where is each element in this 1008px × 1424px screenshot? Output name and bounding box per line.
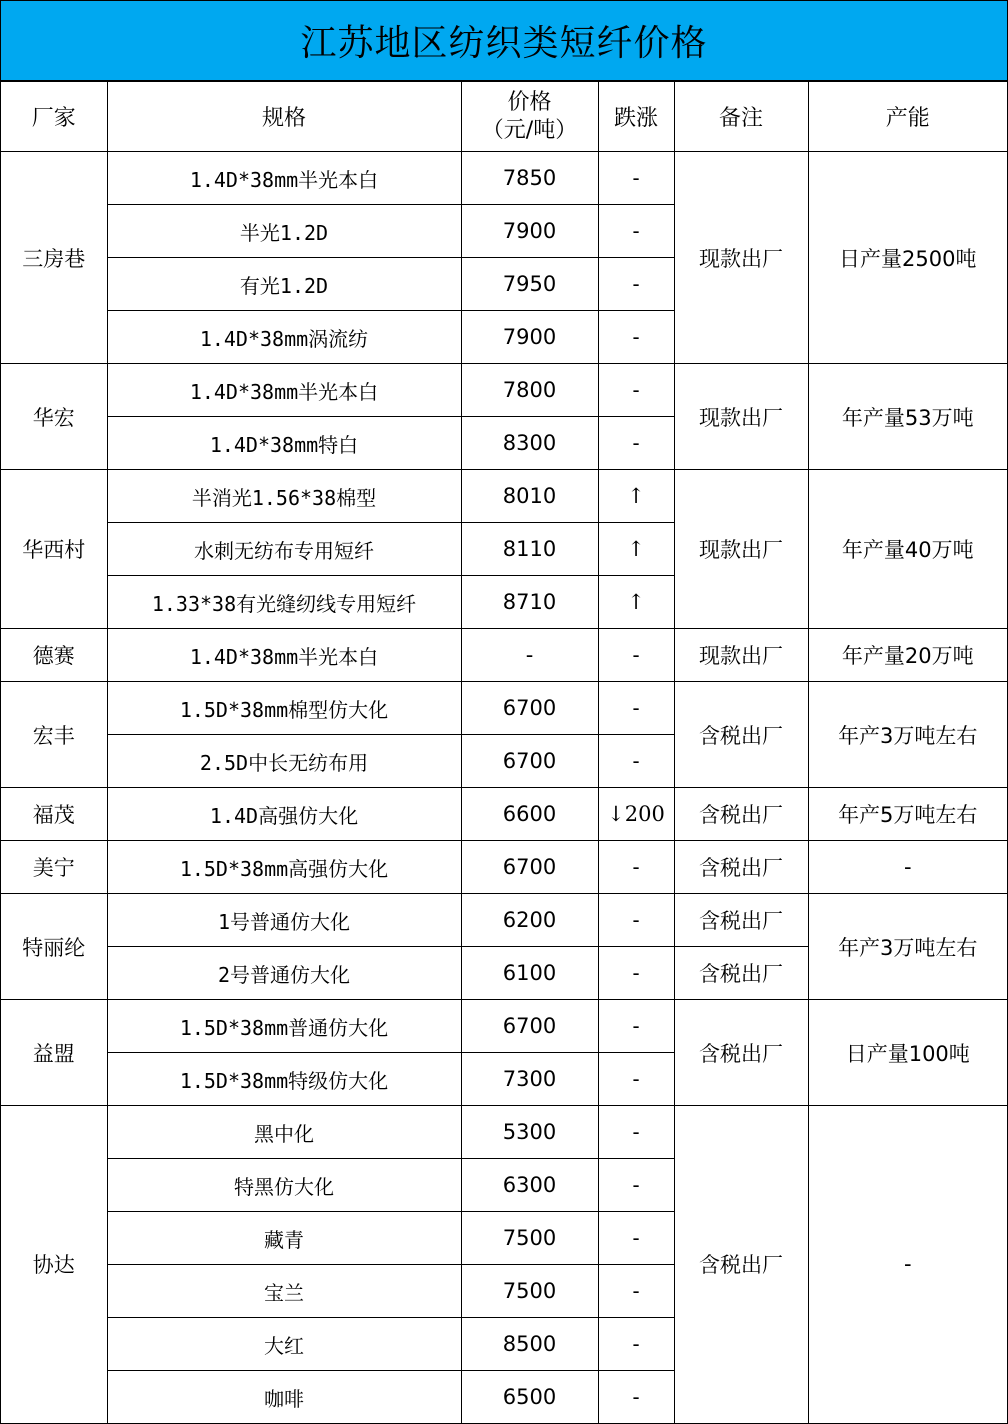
- note-cell: 含税出厂: [674, 894, 808, 947]
- price-cell: 7900: [461, 311, 598, 364]
- capacity-cell: 年产5万吨左右: [808, 788, 1007, 841]
- price-cell: 8300: [461, 417, 598, 470]
- table-body: [1, 152, 1007, 1424]
- change-cell: -: [598, 1265, 674, 1318]
- price-cell: 7500: [461, 1265, 598, 1318]
- price-cell: 6700: [461, 682, 598, 735]
- price-cell: 7300: [461, 1053, 598, 1106]
- spec-cell: 1.4D*38mm特白: [107, 417, 461, 470]
- spec-cell: 大红: [107, 1318, 461, 1371]
- price-table: [1, 81, 1007, 1424]
- capacity-cell: 年产量40万吨: [808, 470, 1007, 629]
- header-price: [461, 82, 598, 152]
- table-row: [1, 682, 1007, 735]
- spec-cell: 半光1.2D: [107, 205, 461, 258]
- price-cell: 6700: [461, 1000, 598, 1053]
- spec-cell: 1.5D*38mm特级仿大化: [107, 1053, 461, 1106]
- price-cell: 8010: [461, 470, 598, 523]
- table-row: [1, 788, 1007, 841]
- note-cell: 现款出厂: [674, 364, 808, 470]
- change-cell: -: [598, 1159, 674, 1212]
- spec-cell: 1.4D*38mm涡流纺: [107, 311, 461, 364]
- price-cell: 6700: [461, 841, 598, 894]
- note-cell: 现款出厂: [674, 152, 808, 364]
- spec-cell: 宝兰: [107, 1265, 461, 1318]
- maker-cell: 华宏: [1, 364, 107, 470]
- change-cell: ↓200: [598, 788, 674, 841]
- price-cell: -: [461, 629, 598, 682]
- table-row: [1, 1106, 1007, 1159]
- spec-cell: 1.5D*38mm普通仿大化: [107, 1000, 461, 1053]
- header-price-line2: （元/吨）: [481, 117, 578, 143]
- maker-cell: 三房巷: [1, 152, 107, 364]
- note-cell: 含税出厂: [674, 1000, 808, 1106]
- maker-cell: 益盟: [1, 1000, 107, 1106]
- change-cell: -: [598, 311, 674, 364]
- spec-cell: 1.4D*38mm半光本白: [107, 152, 461, 205]
- price-cell: 6500: [461, 1371, 598, 1424]
- note-cell: 现款出厂: [674, 629, 808, 682]
- price-cell: 7900: [461, 205, 598, 258]
- spec-cell: 1.4D*38mm半光本白: [107, 629, 461, 682]
- price-cell: 6200: [461, 894, 598, 947]
- header-spec: 规格: [107, 82, 461, 152]
- price-cell: 5300: [461, 1106, 598, 1159]
- note-cell: 含税出厂: [674, 947, 808, 1000]
- change-cell: ↑: [598, 470, 674, 523]
- change-cell: -: [598, 152, 674, 205]
- table-row: [1, 470, 1007, 523]
- capacity-cell: 年产3万吨左右: [808, 894, 1007, 1000]
- spec-cell: 半消光1.56*38棉型: [107, 470, 461, 523]
- price-cell: 8710: [461, 576, 598, 629]
- spec-cell: 1.5D*38mm棉型仿大化: [107, 682, 461, 735]
- header-price-line1: 价格: [507, 89, 552, 115]
- price-cell: 8110: [461, 523, 598, 576]
- change-cell: ↑: [598, 523, 674, 576]
- note-cell: 现款出厂: [674, 470, 808, 629]
- change-cell: -: [598, 1212, 674, 1265]
- change-cell: -: [598, 364, 674, 417]
- price-cell: 7850: [461, 152, 598, 205]
- change-cell: -: [598, 1371, 674, 1424]
- price-cell: 7800: [461, 364, 598, 417]
- spec-cell: 水刺无纺布专用短纤: [107, 523, 461, 576]
- price-cell: 6100: [461, 947, 598, 1000]
- maker-cell: 宏丰: [1, 682, 107, 788]
- table-row: [1, 1000, 1007, 1053]
- spec-cell: 2号普通仿大化: [107, 947, 461, 1000]
- header-row: [1, 82, 1007, 152]
- header-capacity: 产能: [808, 82, 1007, 152]
- change-cell: -: [598, 1318, 674, 1371]
- note-cell: 含税出厂: [674, 788, 808, 841]
- change-cell: -: [598, 1106, 674, 1159]
- spec-cell: 黑中化: [107, 1106, 461, 1159]
- maker-cell: 协达: [1, 1106, 107, 1424]
- spec-cell: 1号普通仿大化: [107, 894, 461, 947]
- header-change: 跌涨: [598, 82, 674, 152]
- spec-cell: 1.4D高强仿大化: [107, 788, 461, 841]
- change-cell: -: [598, 258, 674, 311]
- note-cell: 含税出厂: [674, 682, 808, 788]
- maker-cell: 特丽纶: [1, 894, 107, 1000]
- maker-cell: 华西村: [1, 470, 107, 629]
- table-row: [1, 894, 1007, 947]
- note-cell: 含税出厂: [674, 1106, 808, 1424]
- spec-cell: 1.5D*38mm高强仿大化: [107, 841, 461, 894]
- capacity-cell: 年产3万吨左右: [808, 682, 1007, 788]
- spec-cell: 有光1.2D: [107, 258, 461, 311]
- capacity-cell: -: [808, 841, 1007, 894]
- table-row: [1, 152, 1007, 205]
- table-row: [1, 629, 1007, 682]
- capacity-cell: 日产量2500吨: [808, 152, 1007, 364]
- spec-cell: 1.4D*38mm半光本白: [107, 364, 461, 417]
- change-cell: -: [598, 894, 674, 947]
- capacity-cell: -: [808, 1106, 1007, 1424]
- change-cell: -: [598, 841, 674, 894]
- price-cell: 8500: [461, 1318, 598, 1371]
- price-cell: 7500: [461, 1212, 598, 1265]
- change-cell: -: [598, 682, 674, 735]
- price-cell: 6700: [461, 735, 598, 788]
- change-cell: -: [598, 947, 674, 1000]
- change-cell: -: [598, 205, 674, 258]
- spec-cell: 咖啡: [107, 1371, 461, 1424]
- price-cell: 6300: [461, 1159, 598, 1212]
- spec-cell: 2.5D中长无纺布用: [107, 735, 461, 788]
- maker-cell: 福茂: [1, 788, 107, 841]
- price-cell: 7950: [461, 258, 598, 311]
- header-maker: 厂家: [1, 82, 107, 152]
- spec-cell: 1.33*38有光缝纫线专用短纤: [107, 576, 461, 629]
- change-cell: ↑: [598, 576, 674, 629]
- table-row: [1, 364, 1007, 417]
- spec-cell: 特黑仿大化: [107, 1159, 461, 1212]
- price-cell: 6600: [461, 788, 598, 841]
- change-cell: -: [598, 735, 674, 788]
- maker-cell: 德赛: [1, 629, 107, 682]
- header-note: 备注: [674, 82, 808, 152]
- page-title: 江苏地区纺织类短纤价格: [1, 1, 1007, 81]
- capacity-cell: 年产量53万吨: [808, 364, 1007, 470]
- change-cell: -: [598, 1000, 674, 1053]
- spec-cell: 藏青: [107, 1212, 461, 1265]
- change-cell: -: [598, 417, 674, 470]
- note-cell: 含税出厂: [674, 841, 808, 894]
- change-cell: -: [598, 629, 674, 682]
- maker-cell: 美宁: [1, 841, 107, 894]
- table-row: [1, 841, 1007, 894]
- capacity-cell: 年产量20万吨: [808, 629, 1007, 682]
- capacity-cell: 日产量100吨: [808, 1000, 1007, 1106]
- change-cell: -: [598, 1053, 674, 1106]
